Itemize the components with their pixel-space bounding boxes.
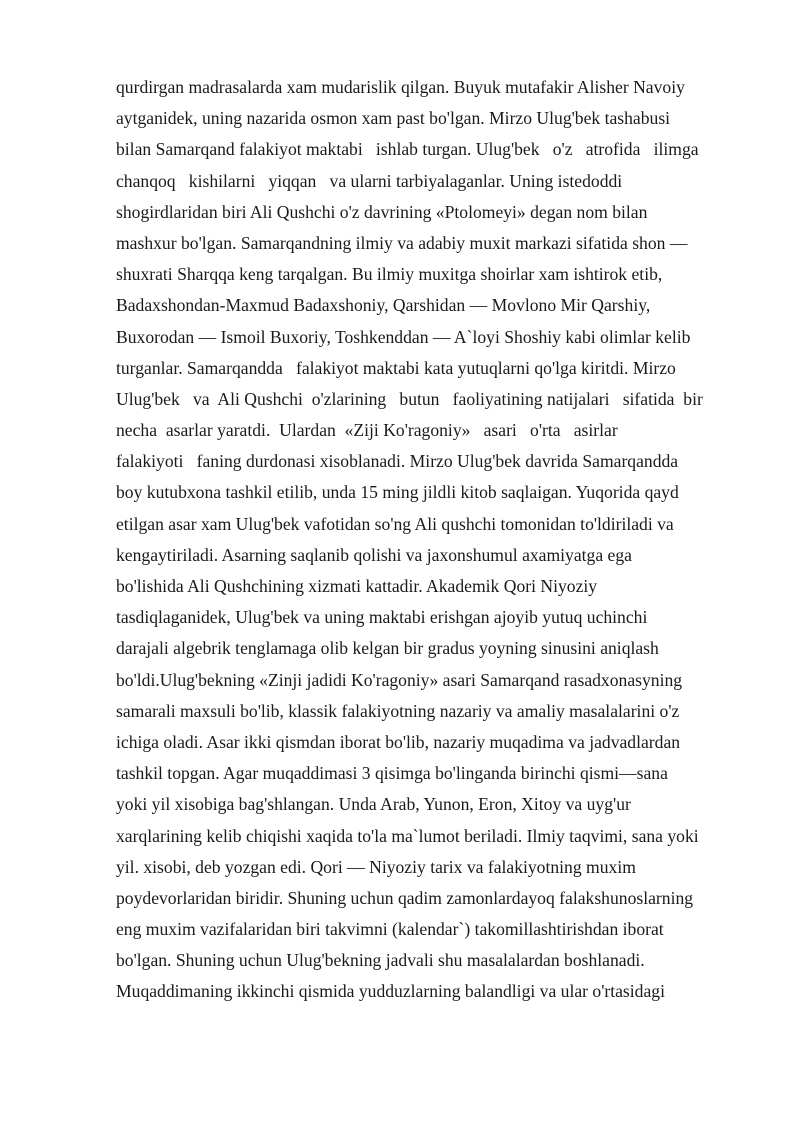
text-line: boy kutubxona tashkil etilib, unda 15 ming jildli kitob saqlaigan. Yuqorida qayd [116,482,679,503]
text-line: bo'lishida Ali Qushchining xizmati kattadir. Akademik Qori Niyoziy [116,576,598,596]
text-line: shogirdlaridan biri Ali Qushchi o'z davrining «Ptolomeyi» degan nom bilan [116,201,648,222]
text-line: necha asarlar yaratdi. Ulardan «Ziji Ko'ragoniy» asari o'rta asirlar [116,420,618,441]
text-line: xarqlarining kelib chiqishi xaqida to'la ma`lumot beriladi. Ilmiy taqvimi, sana yoki [116,825,699,846]
text-line: shuxrati Sharqqa keng tarqalgan. Bu ilmiy muxitga shoirlar xam ishtirok etib, [116,264,663,285]
body-text [116,72,756,1008]
text-line: aytganidek, uning nazarida osmon xam past bo'lgan. Mirzo Ulug'bek tashabusi [116,108,671,129]
text-line: bo'lgan. Shuning uchun Ulug'bekning jadvali shu masalalardan boshlanadi. [116,950,645,971]
text-line: samarali maxsuli bo'lib, klassik falakiyotning nazariy va amaliy masalalarini o'z [116,700,680,721]
text-line: chanqoq kishilarni yiqqan va ularni tarbiyalaganlar. Uning istedoddi [116,170,623,191]
text-line: mashxur bo'lgan. Samarqandning ilmiy va adabiy muxit markazi sifatida shon — [116,232,688,253]
text-line: Muqaddimaning ikkinchi qismida yudduzlarning balandligi va ular o'rtasidagi [116,981,665,1002]
text-line: turganlar. Samarqandda falakiyot maktabi kata yutuqlarni qo'lga kiritdi. Mirzo [116,357,676,378]
text-line: Badaxshondan-Maxmud Badaxshoniy, Qarshidan — Movlono Mir Qarshiy, [116,295,651,316]
text-line: kengaytiriladi. Asarning saqlanib qolishi va jaxonshumul axamiyatga ega [116,544,632,565]
text-line: etilgan asar xam Ulug'bek vafotidan so'ng Ali qushchi tomonidan to'ldiriladi va [116,513,674,534]
text-line: falakiyoti faning durdonasi xisoblanadi. Mirzo Ulug'bek davrida Samarqandda [116,451,679,472]
text-line: tasdiqlaganidek, Ulug'bek va uning maktabi erishgan ajoyib yutuq uchinchi [116,607,648,628]
text-line: qurdirgan madrasalarda xam mudarislik qilgan. Buyuk mutafakir Alisher Navoiy [116,77,685,97]
text-line: tashkil topgan. Agar muqaddimasi 3 qisimga bo'linganda birinchi qismi—sana [116,763,668,784]
text-line: Ulug'bek va Ali Qushchi o'zlarining butun faoliyatining natijalari sifatida bir [116,388,703,409]
text-line: yoki yil xisobiga bag'shlangan. Unda Arab, Yunon, Eron, Xitoy va uyg'ur [116,794,631,815]
text-line: darajali algebrik tenglamaga olib kelgan bir gradus yoyning sinusini aniqlash [116,638,659,659]
text-line: bo'ldi.Ulug'bekning «Zinji jadidi Ko'ragoniy» asari Samarqand rasadxonasyning [116,669,683,690]
text-line: eng muxim vazifalaridan biri takvimni (kalendar`) takomillashtirishdan iborat [116,919,664,940]
text-line: yil. xisobi, deb yozgan edi. Qori — Niyoziy tarix va falakiyotning muxim [116,856,636,877]
text-line: poydevorlaridan biridir. Shuning uchun qadim zamonlardayoq falakshunoslarning [116,887,694,908]
text-line: Buxorodan — Ismoil Buxoriy, Toshkenddan — A`loyi Shoshiy kabi olimlar kelib [116,326,691,347]
text-line: bilan Samarqand falakiyot maktabi ishlab turgan. Ulug'bek o'z atrofida ilimga [116,139,699,160]
text-line: ichiga oladi. Asar ikki qismdan iborat bo'lib, nazariy muqadima va jadvadlardan [116,731,681,752]
